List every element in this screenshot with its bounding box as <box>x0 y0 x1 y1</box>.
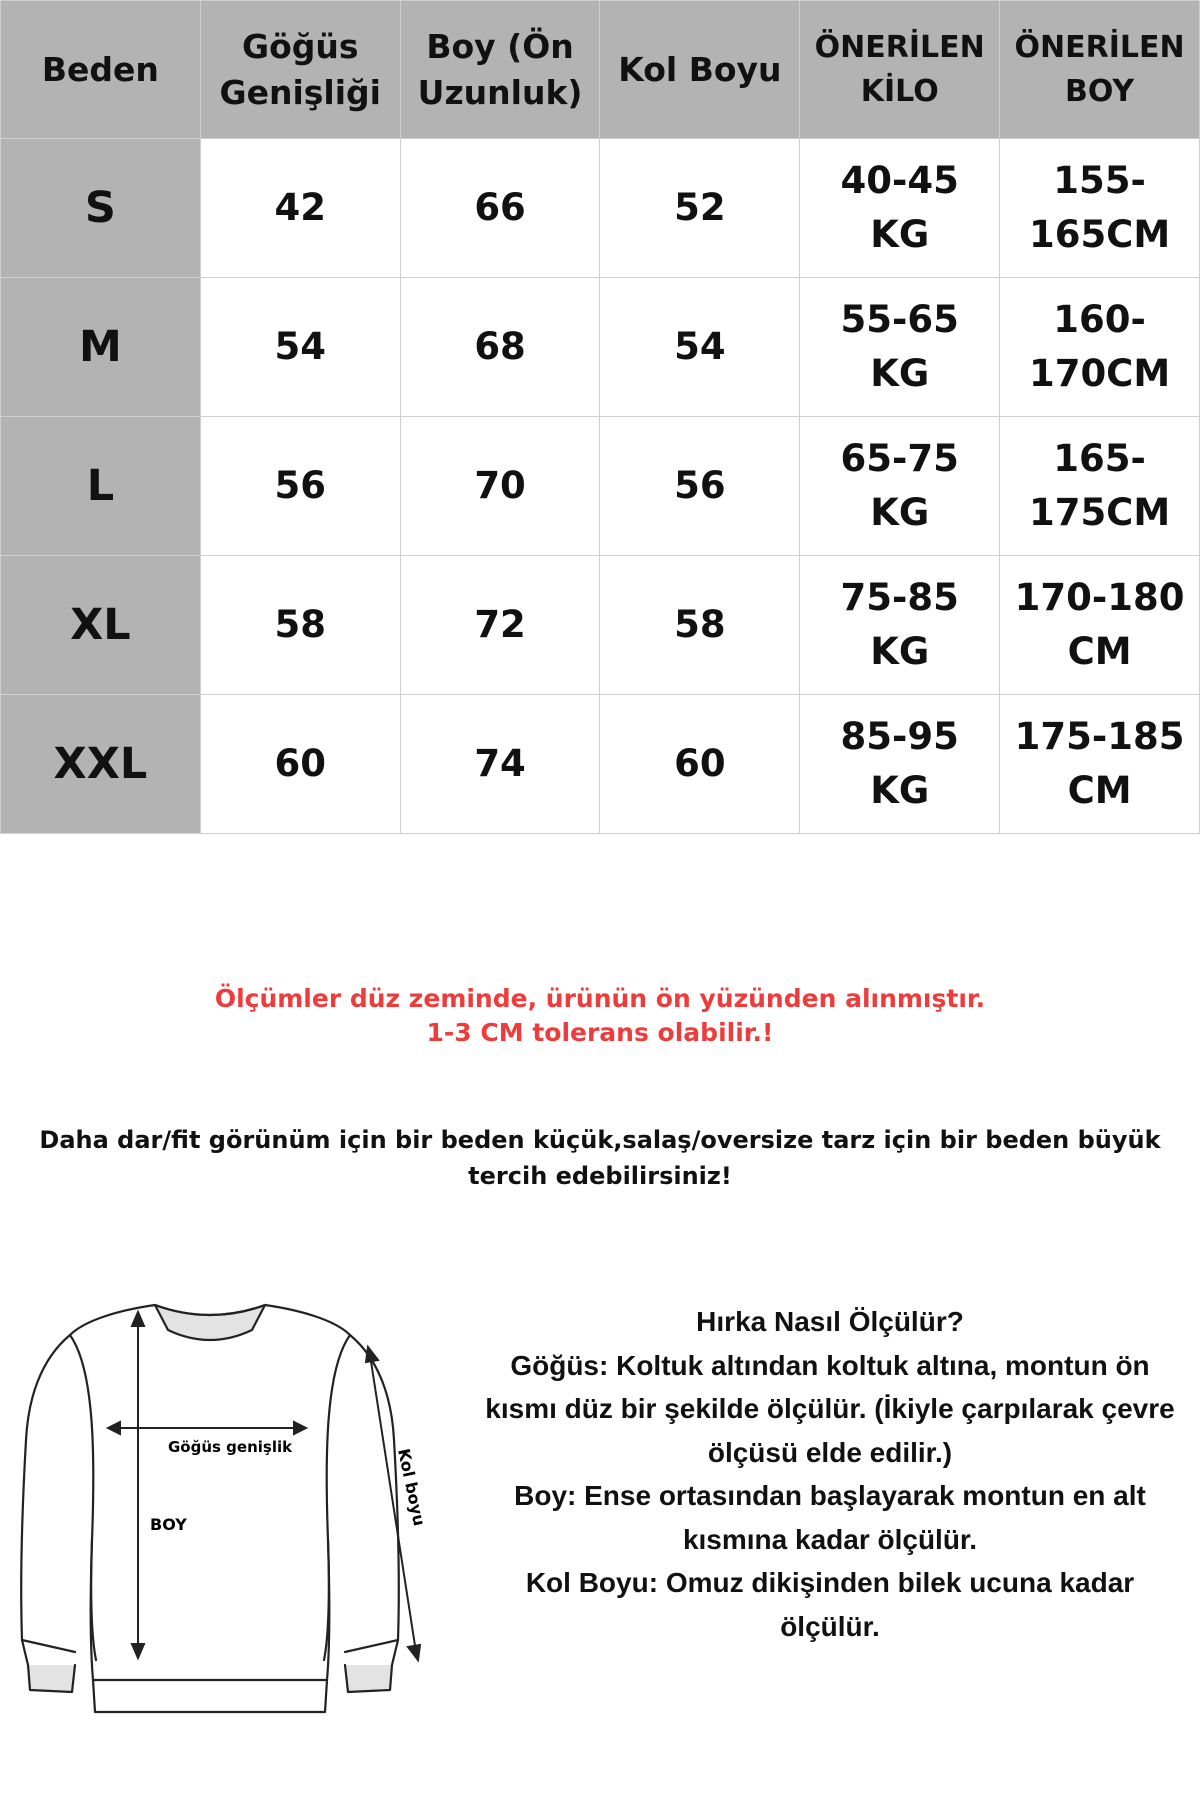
table-header-row <box>1 1 1200 139</box>
sleeve-cell: 60 <box>600 695 800 834</box>
chest-cell: 60 <box>200 695 400 834</box>
length-instruction: Boy: Ense ortasından başlayarak montun en alt kısmına kadar ölçülür. <box>514 1480 1146 1555</box>
sleeve-cell: 52 <box>600 139 800 278</box>
length-cell: 66 <box>400 139 600 278</box>
length-arrow <box>132 1312 144 1658</box>
length-label: BOY <box>150 1515 187 1534</box>
chest-cell: 56 <box>200 417 400 556</box>
measurement-note-line1: Ölçümler düz zeminde, ürünün ön yüzünden alınmıştır. <box>214 984 986 1013</box>
size-chart-table <box>0 0 1200 834</box>
weight-cell: 40-45 KG <box>800 139 1000 278</box>
header-chest: Göğüs Genişliği <box>200 1 400 139</box>
right-cuff <box>345 1665 392 1692</box>
left-sleeve-seam <box>70 1335 96 1660</box>
chest-instruction: Göğüs: Koltuk altından koltuk altına, montun ön kısmı düz bir şekilde ölçülür. (İkiyle çarpılarak çevre ölçüsü elde edilir.) <box>485 1349 1175 1468</box>
sweatshirt-diagram <box>0 1280 460 1720</box>
chest-cell: 54 <box>200 278 400 417</box>
weight-cell: 85-95 KG <box>800 695 1000 834</box>
chest-label: Göğüs genişlik <box>168 1438 293 1456</box>
height-cell: 155- 165CM <box>1000 139 1200 278</box>
header-recommended-height: ÖNERİLEN BOY <box>1000 1 1200 139</box>
sleeve-cell: 54 <box>600 278 800 417</box>
sleeve-cell: 56 <box>600 417 800 556</box>
length-cell: 68 <box>400 278 600 417</box>
sleeve-label: Kol boyu <box>394 1446 429 1528</box>
header-sleeve: Kol Boyu <box>600 1 800 139</box>
body-outline <box>21 1305 399 1665</box>
height-cell: 175-185 CM <box>1000 695 1200 834</box>
table-row <box>1 556 1200 695</box>
sleeve-instruction: Kol Boyu: Omuz dikişinden bilek ucuna kadar ölçülür. <box>525 1567 1135 1642</box>
tolerance-note: 1-3 CM tolerans olabilir.! <box>426 1018 774 1047</box>
measurement-note <box>0 982 1200 1050</box>
header-recommended-weight: ÖNERİLEN KİLO <box>800 1 1000 139</box>
how-to-measure <box>480 1300 1180 1648</box>
sleeve-cell: 58 <box>600 556 800 695</box>
table-row <box>1 417 1200 556</box>
weight-cell: 65-75 KG <box>800 417 1000 556</box>
size-cell: XL <box>1 556 201 695</box>
header-length: Boy (Ön Uzunluk) <box>400 1 600 139</box>
table-row <box>1 278 1200 417</box>
weight-cell: 55-65 KG <box>800 278 1000 417</box>
length-cell: 70 <box>400 417 600 556</box>
right-sleeve-seam <box>324 1335 350 1660</box>
height-cell: 160- 170CM <box>1000 278 1200 417</box>
size-cell: XXL <box>1 695 201 834</box>
table-row <box>1 695 1200 834</box>
cuff-joins <box>22 1640 398 1652</box>
how-to-measure-title: Hırka Nasıl Ölçülür? <box>696 1306 964 1337</box>
hem-band <box>93 1680 327 1712</box>
fit-tip: Daha dar/fit görünüm için bir beden küçük,salaş/oversize tarz için bir beden büyük tercih edebilirsiniz! <box>39 1126 1161 1190</box>
size-cell: M <box>1 278 201 417</box>
chest-cell: 42 <box>200 139 400 278</box>
left-cuff <box>28 1665 75 1692</box>
header-size: Beden <box>1 1 201 139</box>
body-sides <box>91 1540 330 1680</box>
length-cell: 74 <box>400 695 600 834</box>
size-cell: S <box>1 139 201 278</box>
table-row <box>1 139 1200 278</box>
height-cell: 170-180 CM <box>1000 556 1200 695</box>
length-cell: 72 <box>400 556 600 695</box>
size-cell: L <box>1 417 201 556</box>
weight-cell: 75-85 KG <box>800 556 1000 695</box>
chest-cell: 58 <box>200 556 400 695</box>
height-cell: 165- 175CM <box>1000 417 1200 556</box>
